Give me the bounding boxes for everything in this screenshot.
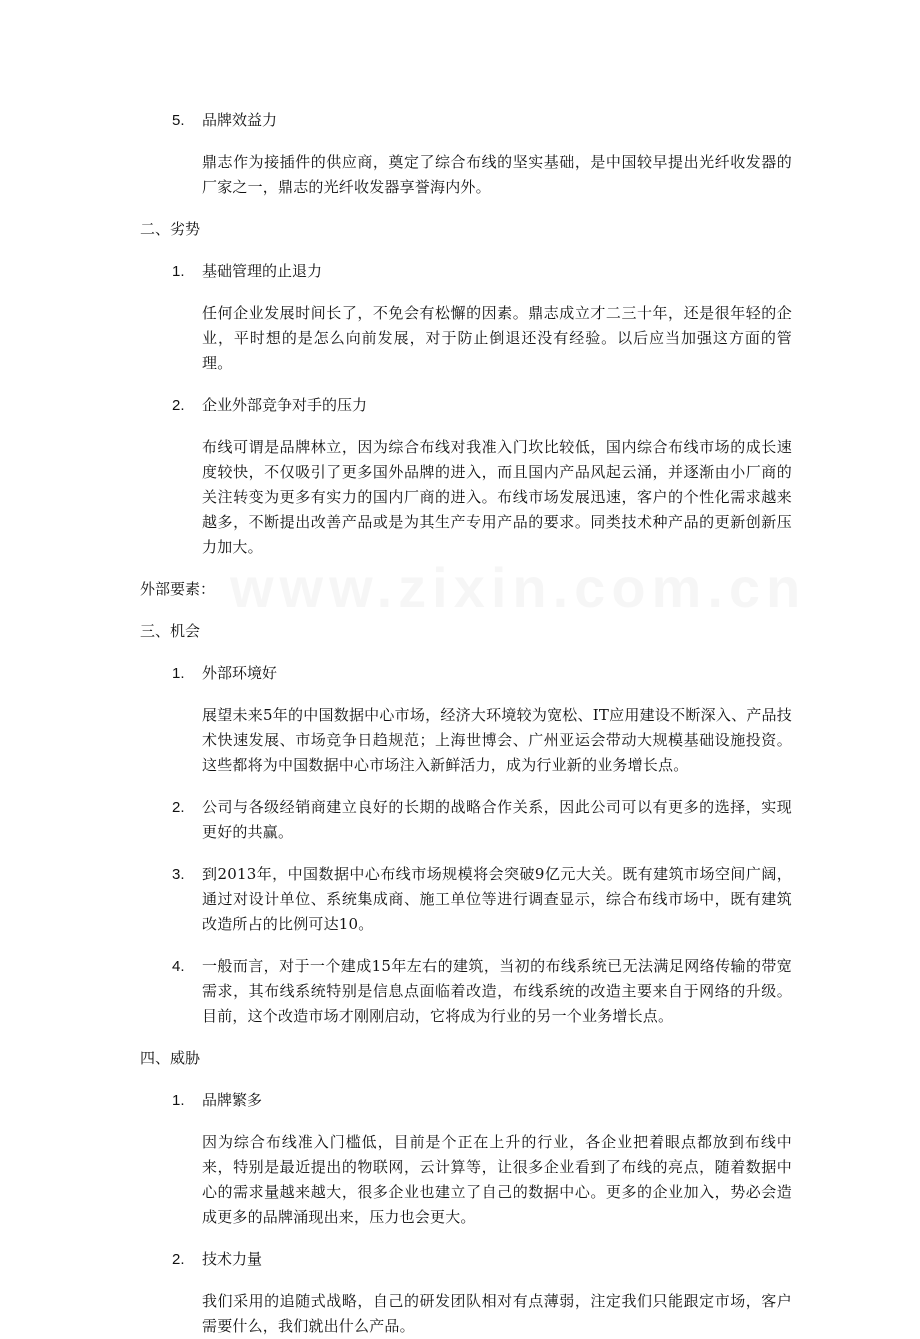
- opportunity-item-4: [172, 954, 792, 1029]
- item-title: 技术力量: [202, 1250, 263, 1268]
- item-number: 2.: [172, 1251, 185, 1268]
- item-number: 1.: [172, 1092, 185, 1109]
- item-title: 品牌繁多: [202, 1091, 263, 1109]
- item-number: 2.: [172, 799, 185, 816]
- section-heading-threat: 四、威胁: [140, 1049, 201, 1067]
- item-number: 1.: [172, 263, 185, 280]
- section-heading-weakness: 二、劣势: [140, 220, 201, 238]
- opportunity-item-2: [172, 795, 792, 845]
- item-text: 一般而言，对于一个建成15年左右的建筑，当初的布线系统已无法满足网络传输的带宽需求，其布线系统特别是信息点面临着改造，布线系统的改造主要来自于网络的升级。目前，这个改造市场才刚刚启动，它将成为行业的另一个业务增长点。: [202, 957, 792, 1025]
- item-number: 4.: [172, 958, 185, 975]
- item-body: 鼎志作为接插件的供应商，奠定了综合布线的坚实基础，是中国较早提出光纤收发器的厂家之一，鼎志的光纤收发器享誉海内外。: [202, 153, 792, 196]
- item-body: 因为综合布线准入门槛低，目前是个正在上升的行业，各企业把着眼点都放到布线中来，特别是最近提出的物联网，云计算等，让很多企业看到了布线的亮点，随着数据中心的需求量越来越大，很多企业也建立了自己的数据中心。更多的企业加入，势必会造成更多的品牌涌现出来，压力也会更大。: [202, 1133, 792, 1226]
- item-body: 展望未来5年的中国数据中心市场，经济大环境较为宽松、IT应用建设不断深入、产品技术快速发展、市场竞争日趋规范；上海世博会、广州亚运会带动大规模基础设施投资。这些都将为中国数据中心市场注入新鲜活力，成为行业新的业务增长点。: [202, 706, 792, 774]
- opportunity-item-1: [172, 661, 792, 778]
- item-title: 外部环境好: [202, 664, 278, 682]
- item-body: 我们采用的追随式战略，自己的研发团队相对有点薄弱，注定我们只能跟定市场，客户需要什么，我们就出什么产品。: [202, 1292, 792, 1335]
- item-body: 布线可谓是品牌林立，因为综合布线对我准入门坎比较低，国内综合布线市场的成长速度较快，不仅吸引了更多国外品牌的进入，而且国内产品风起云涌，并逐渐由小厂商的关注转变为更多有实力的国内厂商的进入。布线市场发展迅速，客户的个性化需求越来越多，不断提出改善产品或是为其生产专用产品的要求。同类技术种产品的更新创新压力加大。: [202, 438, 792, 556]
- item-title: 品牌效益力: [202, 111, 278, 129]
- item-body: 任何企业发展时间长了，不免会有松懈的因素。鼎志成立才二三十年，还是很年轻的企业，平时想的是怎么向前发展，对于防止倒退还没有经验。以后应当加强这方面的管理。: [202, 304, 792, 372]
- external-factors-heading: 外部要素：: [140, 580, 216, 598]
- strength-item-5: [172, 108, 792, 200]
- weakness-item-1: [172, 259, 792, 376]
- item-text: 公司与各级经销商建立良好的长期的战略合作关系，因此公司可以有更多的选择，实现更好的共赢。: [202, 798, 792, 841]
- section-heading-opportunity: 三、机会: [140, 622, 201, 640]
- item-number: 3.: [172, 866, 185, 883]
- threat-item-2: [172, 1247, 792, 1339]
- threat-item-1: [172, 1088, 792, 1230]
- opportunity-item-3: [172, 862, 792, 937]
- item-number: 2.: [172, 397, 185, 414]
- item-number: 1.: [172, 665, 185, 682]
- item-title: 基础管理的止退力: [202, 262, 323, 280]
- item-title: 企业外部竞争对手的压力: [202, 396, 368, 414]
- weakness-item-2: [172, 393, 792, 560]
- item-number: 5.: [172, 112, 185, 129]
- item-text: 到2013年，中国数据中心布线市场规模将会突破9亿元大关。既有建筑市场空间广阔，通过对设计单位、系统集成商、施工单位等进行调查显示，综合布线市场中，既有建筑改造所占的比例可达10。: [202, 865, 792, 933]
